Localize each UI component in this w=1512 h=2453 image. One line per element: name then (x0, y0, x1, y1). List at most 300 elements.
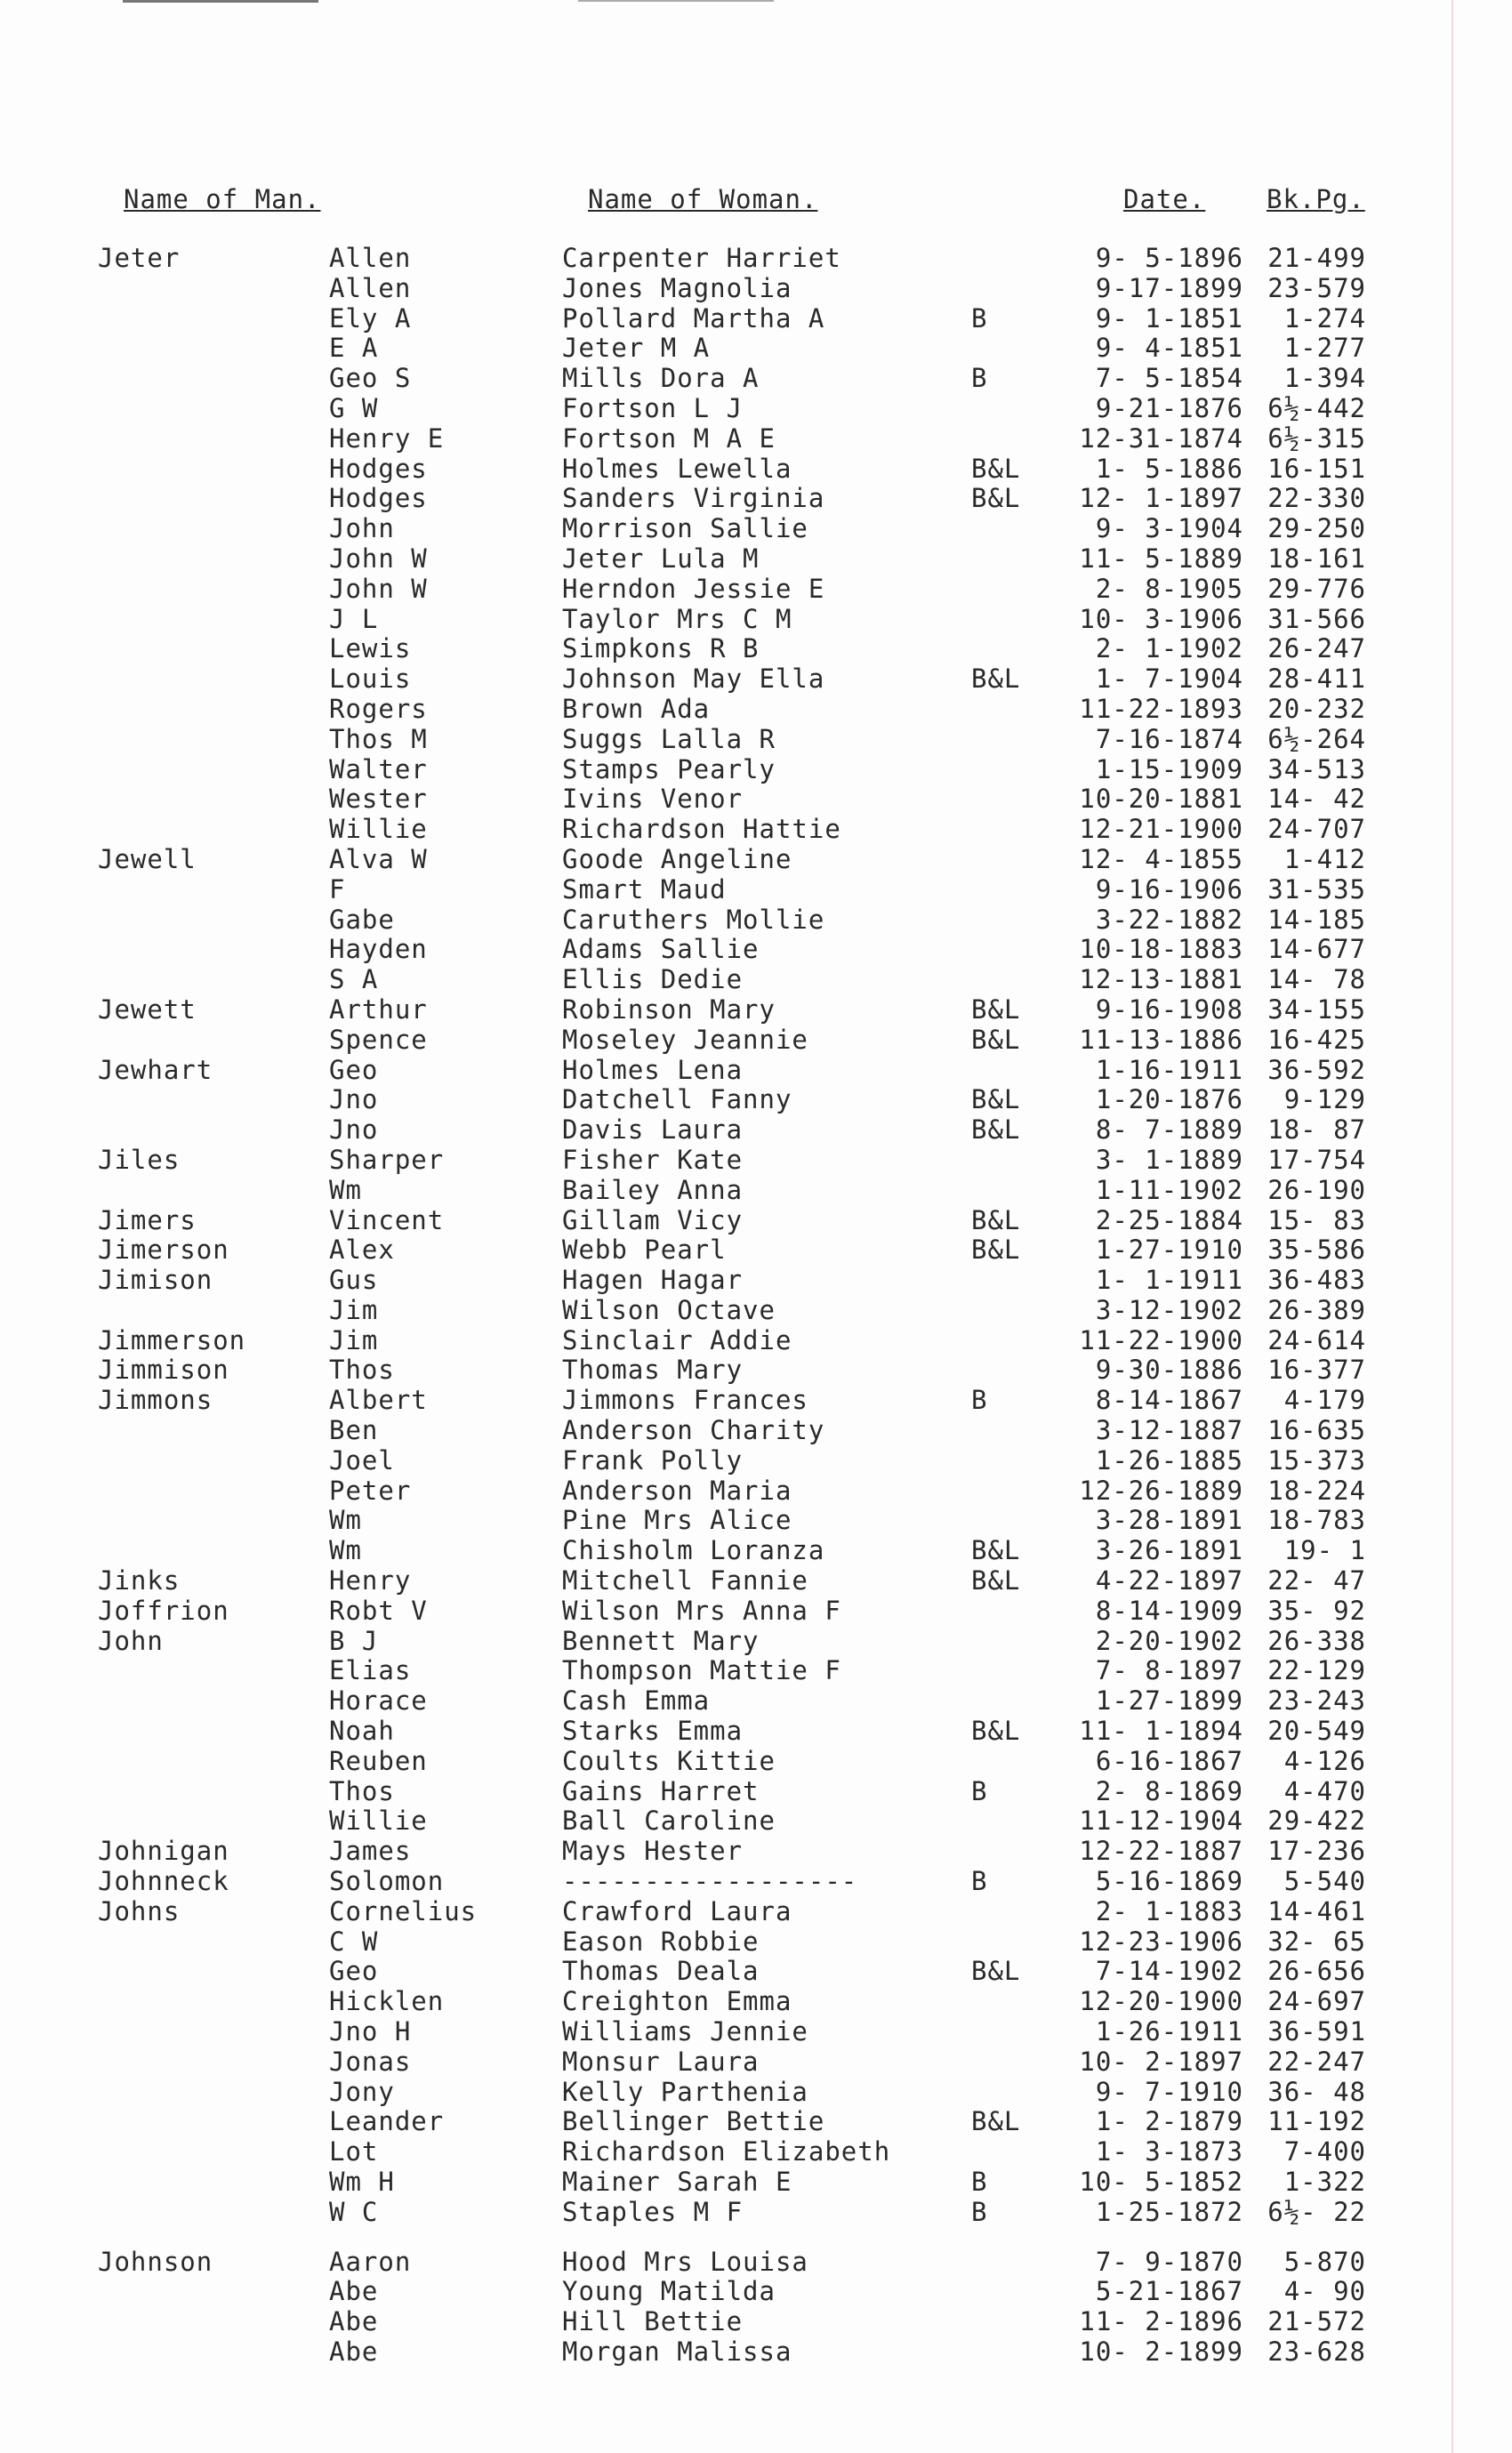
man-surname: Johnson (98, 2246, 213, 2277)
man-given-name: B J (329, 1625, 379, 1656)
man-given-name: Cornelius (329, 1895, 478, 1926)
book-page: 1-322 (1283, 2167, 1366, 2197)
woman-name: Hagen Hagar (562, 1265, 744, 1296)
book-page: 24-707 (1267, 814, 1366, 845)
man-surname: Johnigan (98, 1836, 229, 1867)
woman-name: Starks Emma (562, 1716, 744, 1747)
woman-name: Pine Mrs Alice (562, 1505, 792, 1536)
book-page: 7-400 (1283, 2136, 1366, 2167)
man-surname: Jeter (98, 243, 181, 273)
book-page: 16-425 (1267, 1024, 1366, 1055)
woman-name: Adams Sallie (562, 934, 760, 965)
record-row (0, 1115, 1512, 1146)
woman-name: Suggs Lalla R (562, 723, 776, 754)
woman-name: Davis Laura (562, 1114, 744, 1146)
record-type: B (971, 1775, 988, 1806)
book-page: 16-377 (1267, 1355, 1366, 1386)
man-given-name: Alva W (329, 843, 428, 874)
man-given-name: Allen (329, 272, 412, 303)
man-given-name: Thos (329, 1355, 395, 1386)
woman-name: Hood Mrs Louisa (562, 2246, 808, 2277)
record-row (0, 1085, 1512, 1115)
book-page: 31-535 (1267, 873, 1366, 905)
man-given-name: John W (329, 543, 428, 574)
book-page: 36-483 (1267, 1265, 1366, 1296)
woman-name: Staples M F (562, 2196, 744, 2227)
marriage-date: 7-16-1874 (1095, 723, 1243, 754)
record-row (0, 394, 1512, 424)
man-given-name: Louis (329, 664, 412, 695)
marriage-date: 1-15-1909 (1095, 753, 1243, 784)
man-given-name: Lot (329, 2136, 379, 2167)
record-type: B&L (971, 664, 1021, 695)
woman-name: Herndon Jessie E (562, 573, 825, 604)
man-given-name: Noah (329, 1716, 395, 1747)
record-row (0, 2017, 1512, 2047)
record-row (0, 1476, 1512, 1507)
man-given-name: Vincent (329, 1204, 445, 1235)
record-type: B&L (971, 1024, 1021, 1055)
book-page: 15-373 (1267, 1444, 1366, 1476)
record-row (0, 1656, 1512, 1686)
marriage-date: 1-20-1876 (1095, 1084, 1243, 1115)
marriage-date: 12- 1-1897 (1079, 483, 1243, 514)
record-row (0, 1987, 1512, 2017)
man-given-name: Ely A (329, 302, 412, 334)
record-type: B&L (971, 1235, 1021, 1266)
man-surname: Jimmerson (98, 1324, 246, 1355)
record-row (0, 1927, 1512, 1958)
marriage-date: 2- 8-1905 (1095, 573, 1243, 604)
marriage-date: 9-21-1876 (1095, 392, 1243, 423)
book-page: 17-754 (1267, 1144, 1366, 1175)
record-row (0, 484, 1512, 514)
record-row (0, 364, 1512, 394)
record-type: B (971, 2196, 988, 2227)
marriage-date: 12-31-1874 (1079, 422, 1243, 454)
book-page: 4-126 (1283, 1745, 1366, 1776)
book-page: 1-412 (1283, 843, 1366, 874)
marriage-date: 7- 8-1897 (1095, 1655, 1243, 1686)
woman-name: Richardson Elizabeth (562, 2136, 891, 2167)
woman-name: Pollard Martha A (562, 302, 825, 334)
man-given-name: Hayden (329, 934, 428, 965)
record-row (0, 1355, 1512, 1386)
man-given-name: Horace (329, 1685, 428, 1717)
book-page: 6½-264 (1267, 723, 1366, 754)
marriage-date: 12-20-1900 (1079, 1986, 1243, 2017)
record-type: B&L (971, 1956, 1021, 1987)
woman-name: Jeter Lula M (562, 543, 760, 574)
record-type: B (971, 302, 988, 334)
man-given-name: Rogers (329, 693, 428, 724)
record-row (0, 1686, 1512, 1717)
record-type: B&L (971, 1565, 1021, 1596)
book-page: 16-635 (1267, 1415, 1366, 1446)
woman-name: Young Matilda (562, 2276, 776, 2307)
book-page: 6½- 22 (1267, 2196, 1366, 2227)
woman-name: Brown Ada (562, 693, 711, 724)
marriage-date: 11- 2-1896 (1079, 2306, 1243, 2337)
record-row (0, 1506, 1512, 1536)
book-page: 14- 42 (1267, 784, 1366, 815)
man-given-name: Jim (329, 1294, 379, 1325)
marriage-date: 9- 4-1851 (1095, 333, 1243, 364)
man-given-name: Robt V (329, 1595, 428, 1626)
marriage-date: 1-26-1885 (1095, 1444, 1243, 1476)
book-page: 23-243 (1267, 1685, 1366, 1717)
book-page: 26-389 (1267, 1294, 1366, 1325)
woman-name: Wilson Octave (562, 1294, 776, 1325)
record-type: B&L (971, 1716, 1021, 1747)
woman-name: Sanders Virginia (562, 483, 825, 514)
woman-name: Sinclair Addie (562, 1324, 792, 1355)
record-row (0, 1266, 1512, 1296)
man-given-name: Wm (329, 1535, 362, 1566)
marriage-date: 1- 3-1873 (1095, 2136, 1243, 2167)
marriage-date: 10-20-1881 (1079, 784, 1243, 815)
book-page: 1-277 (1283, 333, 1366, 364)
book-page: 29-776 (1267, 573, 1366, 604)
record-row (0, 2078, 1512, 2108)
book-page: 14-677 (1267, 934, 1366, 965)
record-row (0, 1146, 1512, 1176)
record-row (0, 334, 1512, 364)
marriage-date: 2-20-1902 (1095, 1625, 1243, 1656)
book-page: 4- 90 (1283, 2276, 1366, 2307)
record-row (0, 2137, 1512, 2167)
man-given-name: Arthur (329, 993, 428, 1025)
man-given-name: John (329, 513, 395, 544)
record-row (0, 1536, 1512, 1566)
record-type: B&L (971, 453, 1021, 484)
man-given-name: Abe (329, 2306, 379, 2337)
woman-name: Gains Harret (562, 1775, 760, 1806)
record-row (0, 905, 1512, 936)
woman-name: Thomas Deala (562, 1956, 760, 1987)
marriage-date: 9- 7-1910 (1095, 2076, 1243, 2107)
book-page: 36- 48 (1267, 2076, 1366, 2107)
record-row (0, 1627, 1512, 1657)
marriage-date: 8-14-1867 (1095, 1385, 1243, 1416)
man-given-name: Hodges (329, 483, 428, 514)
woman-name: Frank Polly (562, 1444, 744, 1476)
marriage-date: 3-12-1887 (1095, 1415, 1243, 1446)
woman-name: Morgan Malissa (562, 2336, 792, 2367)
record-type: B&L (971, 1204, 1021, 1235)
marriage-date: 12-21-1900 (1079, 814, 1243, 845)
record-row (0, 1446, 1512, 1476)
record-row (0, 815, 1512, 845)
marriage-date: 1- 7-1904 (1095, 664, 1243, 695)
man-given-name: Elias (329, 1655, 412, 1686)
book-page: 23-628 (1267, 2336, 1366, 2367)
woman-name: Holmes Lena (562, 1054, 744, 1085)
book-page: 34-513 (1267, 753, 1366, 784)
man-given-name: John W (329, 573, 428, 604)
man-given-name: Aaron (329, 2246, 412, 2277)
record-row (0, 1296, 1512, 1326)
marriage-date: 1- 5-1886 (1095, 453, 1243, 484)
record-row (0, 244, 1512, 274)
marriage-date: 11- 1-1894 (1079, 1716, 1243, 1747)
marriage-date: 7- 9-1870 (1095, 2246, 1243, 2277)
marriage-date: 1-16-1911 (1095, 1054, 1243, 1085)
book-page: 32- 65 (1267, 1926, 1366, 1957)
record-row (0, 1025, 1512, 1056)
man-given-name: Geo S (329, 363, 412, 394)
man-given-name: Lewis (329, 633, 412, 664)
record-row (0, 2277, 1512, 2307)
record-row (0, 514, 1512, 544)
book-page: 28-411 (1267, 664, 1366, 695)
marriage-date: 12- 4-1855 (1079, 843, 1243, 874)
woman-name: Anderson Charity (562, 1415, 825, 1446)
man-given-name: Wm (329, 1505, 362, 1536)
book-page: 22- 47 (1267, 1565, 1366, 1596)
marriage-date: 1- 1-1911 (1095, 1265, 1243, 1296)
woman-name: Fortson L J (562, 392, 744, 423)
book-page: 20-549 (1267, 1716, 1366, 1747)
man-given-name: Jno (329, 1084, 379, 1115)
marriage-date: 1-11-1902 (1095, 1174, 1243, 1205)
book-page: 5-870 (1283, 2246, 1366, 2277)
marriage-date: 2-25-1884 (1095, 1204, 1243, 1235)
record-row (0, 2107, 1512, 2137)
record-row (0, 755, 1512, 785)
marriage-date: 12-22-1887 (1079, 1836, 1243, 1867)
header-name-of-man: Name of Man. (124, 184, 321, 214)
woman-name: Fisher Kate (562, 1144, 744, 1175)
top-rule (123, 0, 318, 3)
book-page: 16-151 (1267, 453, 1366, 484)
woman-name: Ellis Dedie (562, 964, 744, 995)
woman-name: Stamps Pearly (562, 753, 776, 784)
woman-name: Mays Hester (562, 1836, 744, 1867)
record-row (0, 725, 1512, 755)
record-row (0, 1206, 1512, 1236)
record-row (0, 424, 1512, 454)
book-page: 18- 87 (1267, 1114, 1366, 1146)
man-given-name: F (329, 873, 346, 905)
record-row (0, 454, 1512, 485)
record-row (0, 1235, 1512, 1266)
man-given-name: Abe (329, 2336, 379, 2367)
woman-name: Wilson Mrs Anna F (562, 1595, 841, 1626)
record-row (0, 2337, 1512, 2368)
man-given-name: Jim (329, 1324, 379, 1355)
record-row (0, 2307, 1512, 2337)
book-page: 24-614 (1267, 1324, 1366, 1355)
man-given-name: Ben (329, 1415, 379, 1446)
record-row (0, 875, 1512, 905)
marriage-date: 10- 2-1897 (1079, 2046, 1243, 2077)
book-page: 14- 78 (1267, 964, 1366, 995)
header-date: Date. (1123, 184, 1206, 214)
marriage-date: 3-28-1891 (1095, 1505, 1243, 1536)
book-page: 36-591 (1267, 2016, 1366, 2047)
man-given-name: Sharper (329, 1144, 445, 1175)
marriage-date: 9-17-1899 (1095, 272, 1243, 303)
record-row (0, 544, 1512, 575)
man-surname: Jimison (98, 1265, 213, 1296)
man-surname: Joffrion (98, 1595, 229, 1626)
record-type: B&L (971, 2106, 1021, 2137)
woman-name: Eason Robbie (562, 1926, 760, 1957)
man-surname: Jewell (98, 843, 197, 874)
book-page: 15- 83 (1267, 1204, 1366, 1235)
record-row (0, 1777, 1512, 1807)
record-row (0, 575, 1512, 605)
marriage-record-list (0, 244, 1512, 2368)
record-row (0, 1867, 1512, 1897)
man-given-name: C W (329, 1926, 379, 1957)
record-row (0, 2248, 1512, 2278)
woman-name: Smart Maud (562, 873, 727, 905)
man-given-name: Abe (329, 2276, 379, 2307)
woman-name: Ivins Venor (562, 784, 744, 815)
marriage-date: 1- 2-1879 (1095, 2106, 1243, 2137)
woman-name: Bellinger Bettie (562, 2106, 825, 2137)
man-given-name: Hodges (329, 453, 428, 484)
man-given-name: Jony (329, 2076, 395, 2107)
man-given-name: Geo (329, 1054, 379, 1085)
book-page: 26-247 (1267, 633, 1366, 664)
woman-name: Moseley Jeannie (562, 1024, 808, 1055)
record-row (0, 304, 1512, 334)
book-page: 29-250 (1267, 513, 1366, 544)
man-given-name: E A (329, 333, 379, 364)
book-page: 29-422 (1267, 1806, 1366, 1837)
marriage-date: 11- 5-1889 (1079, 543, 1243, 574)
woman-name: Mainer Sarah E (562, 2167, 792, 2197)
book-page: 22-129 (1267, 1655, 1366, 1686)
woman-name: Bailey Anna (562, 1174, 744, 1205)
marriage-date: 5-21-1867 (1095, 2276, 1243, 2307)
marriage-date: 2- 1-1902 (1095, 633, 1243, 664)
record-row (0, 695, 1512, 725)
book-page: 6½-442 (1267, 392, 1366, 423)
record-type: B&L (971, 483, 1021, 514)
book-page: 36-592 (1267, 1054, 1366, 1085)
man-given-name: S A (329, 964, 379, 995)
man-given-name: Alex (329, 1235, 395, 1266)
book-page: 1-274 (1283, 302, 1366, 334)
book-page: 4-470 (1283, 1775, 1366, 1806)
man-given-name: Jno H (329, 2016, 412, 2047)
man-given-name: Hicklen (329, 1986, 445, 2017)
marriage-date: 10-18-1883 (1079, 934, 1243, 965)
marriage-date: 8-14-1909 (1095, 1595, 1243, 1626)
man-surname: Johnneck (98, 1866, 229, 1897)
marriage-date: 12-26-1889 (1079, 1475, 1243, 1506)
book-page: 6½-315 (1267, 422, 1366, 454)
man-surname: Jewett (98, 993, 197, 1025)
marriage-date: 7-14-1902 (1095, 1956, 1243, 1987)
man-given-name: Gabe (329, 904, 395, 935)
marriage-date: 11-13-1886 (1079, 1024, 1243, 1055)
book-page: 24-697 (1267, 1986, 1366, 2017)
woman-name: Mitchell Fannie (562, 1565, 808, 1596)
record-type: B (971, 2167, 988, 2197)
record-type: B&L (971, 1535, 1021, 1566)
man-surname: Johns (98, 1895, 181, 1926)
record-type: B (971, 363, 988, 394)
man-given-name: Gus (329, 1265, 379, 1296)
column-header (0, 184, 1512, 220)
book-page: 9-129 (1283, 1084, 1366, 1115)
man-given-name: Wm H (329, 2167, 395, 2197)
marriage-date: 12-23-1906 (1079, 1926, 1243, 1957)
record-row (0, 2198, 1512, 2228)
woman-name: Monsur Laura (562, 2046, 760, 2077)
marriage-date: 5-16-1869 (1095, 1866, 1243, 1897)
marriage-date: 8- 7-1889 (1095, 1114, 1243, 1146)
book-page: 23-579 (1267, 272, 1366, 303)
woman-name: Jeter M A (562, 333, 711, 364)
woman-name: Jimmons Frances (562, 1385, 808, 1416)
book-page: 1-394 (1283, 363, 1366, 394)
man-given-name: James (329, 1836, 412, 1867)
record-row (0, 664, 1512, 695)
record-row (0, 1326, 1512, 1356)
marriage-date: 10- 2-1899 (1079, 2336, 1243, 2367)
record-row (0, 1596, 1512, 1627)
book-page: 22-330 (1267, 483, 1366, 514)
man-given-name: Jonas (329, 2046, 412, 2077)
marriage-date: 6-16-1867 (1095, 1745, 1243, 1776)
book-page: 21-499 (1267, 243, 1366, 273)
marriage-date: 11-22-1900 (1079, 1324, 1243, 1355)
man-given-name: G W (329, 392, 379, 423)
woman-name: Crawford Laura (562, 1895, 792, 1926)
marriage-date: 9-30-1886 (1095, 1355, 1243, 1386)
woman-name: Richardson Hattie (562, 814, 841, 845)
woman-name: Kelly Parthenia (562, 2076, 808, 2107)
woman-name: Chisholm Loranza (562, 1535, 825, 1566)
man-given-name: Peter (329, 1475, 412, 1506)
book-page: 35- 92 (1267, 1595, 1366, 1626)
book-page: 26-190 (1267, 1174, 1366, 1205)
record-row (0, 995, 1512, 1025)
woman-name: Webb Pearl (562, 1235, 727, 1266)
man-surname: John (98, 1625, 164, 1656)
book-page: 20-232 (1267, 693, 1366, 724)
man-given-name: Thos (329, 1775, 395, 1806)
marriage-date: 10- 3-1906 (1079, 603, 1243, 634)
record-row (0, 2047, 1512, 2078)
record-row (0, 965, 1512, 995)
man-given-name: Geo (329, 1956, 379, 1987)
man-surname: Jimmons (98, 1385, 213, 1416)
marriage-date: 4-22-1897 (1095, 1565, 1243, 1596)
woman-name: Thomas Mary (562, 1355, 744, 1386)
marriage-date: 1-25-1872 (1095, 2196, 1243, 2227)
man-given-name: Reuben (329, 1745, 428, 1776)
woman-name: Anderson Maria (562, 1475, 792, 1506)
marriage-date: 10- 5-1852 (1079, 2167, 1243, 2197)
record-type: B&L (971, 1084, 1021, 1115)
marriage-date: 1-26-1911 (1095, 2016, 1243, 2047)
book-page: 18-783 (1267, 1505, 1366, 1536)
book-page: 14-461 (1267, 1895, 1366, 1926)
book-page: 14-185 (1267, 904, 1366, 935)
marriage-date: 9- 3-1904 (1095, 513, 1243, 544)
man-surname: Jewhart (98, 1054, 213, 1085)
book-page: 18-224 (1267, 1475, 1366, 1506)
woman-name: Thompson Mattie F (562, 1655, 841, 1686)
record-row (0, 274, 1512, 304)
